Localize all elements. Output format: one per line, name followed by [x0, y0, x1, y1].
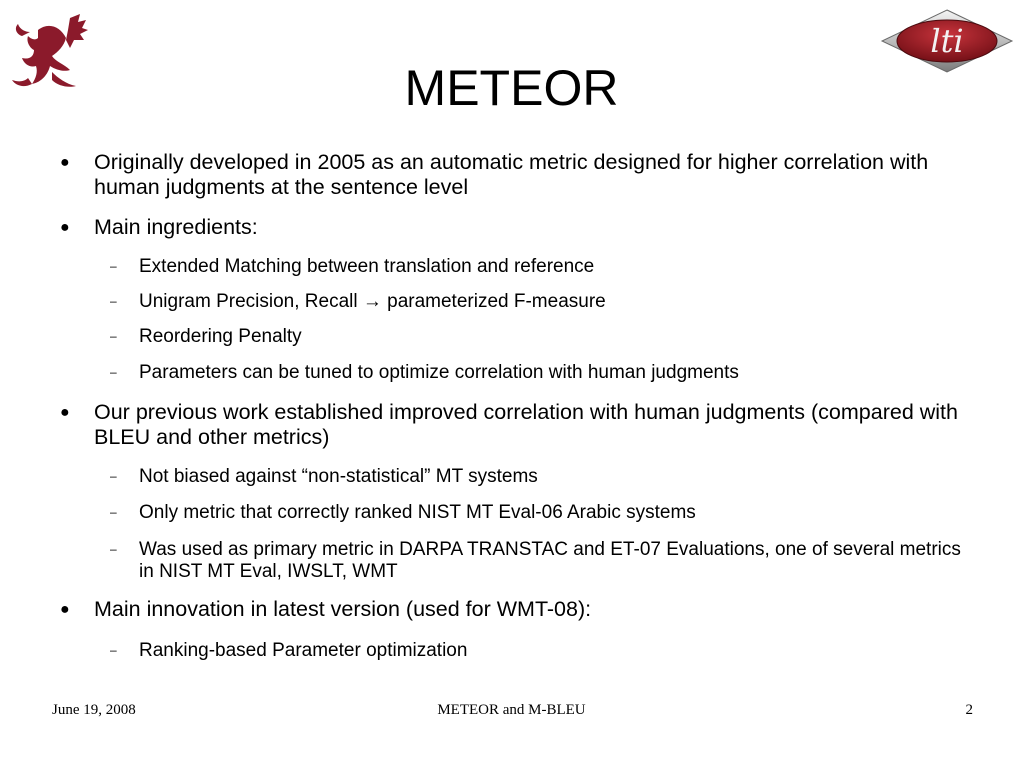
bullet-dot-icon: ●	[60, 404, 70, 421]
dash-icon: –	[110, 469, 117, 483]
slide-title: METEOR	[404, 60, 619, 116]
bullet-text: Our previous work established improved correlation with human judgments (compared with BLEU and other metrics)	[94, 400, 958, 449]
sub-bullet-text: Unigram Precision, Recall → parameterized F-measure	[139, 291, 606, 312]
sub-bullet-text: Not biased against “non-statistical” MT systems	[139, 466, 538, 487]
bullet-dot-icon: ●	[60, 154, 70, 171]
svg-text:lti: lti	[930, 22, 964, 60]
dash-icon: –	[110, 259, 117, 273]
dash-icon: –	[110, 365, 117, 379]
sub-bullet-text: Parameters can be tuned to optimize correlation with human judgments	[139, 362, 739, 383]
dash-icon: –	[110, 505, 117, 519]
bullet-text: Main ingredients:	[94, 215, 258, 239]
bullet-dot-icon: ●	[60, 219, 70, 236]
bullet-text: Main innovation in latest version (used for WMT-08):	[94, 597, 592, 621]
bullet-text: Originally developed in 2005 as an automatic metric designed for higher correlation with human judgments at the sentence level	[94, 150, 929, 199]
page-number: 2	[965, 702, 973, 718]
footer-date: June 19, 2008	[52, 702, 136, 718]
sub-bullet-text: Reordering Penalty	[139, 326, 302, 347]
sub-bullet-text: Extended Matching between translation and reference	[139, 256, 595, 277]
dash-icon: –	[110, 542, 117, 556]
footer-title: METEOR and M-BLEU	[437, 702, 586, 718]
sub-bullet-text: Was used as primary metric in DARPA TRANSTAC and ET-07 Evaluations, one of several metrics in NIST MT Eval, IWSLT, WMT	[139, 539, 961, 582]
dash-icon: –	[110, 643, 117, 657]
dash-icon: –	[110, 329, 117, 343]
sub-bullet-text: Only metric that correctly ranked NIST MT Eval-06 Arabic systems	[139, 502, 696, 523]
dash-icon: –	[110, 294, 117, 308]
sub-bullet-text: Ranking-based Parameter optimization	[139, 640, 468, 661]
bullet-dot-icon: ●	[60, 601, 70, 618]
